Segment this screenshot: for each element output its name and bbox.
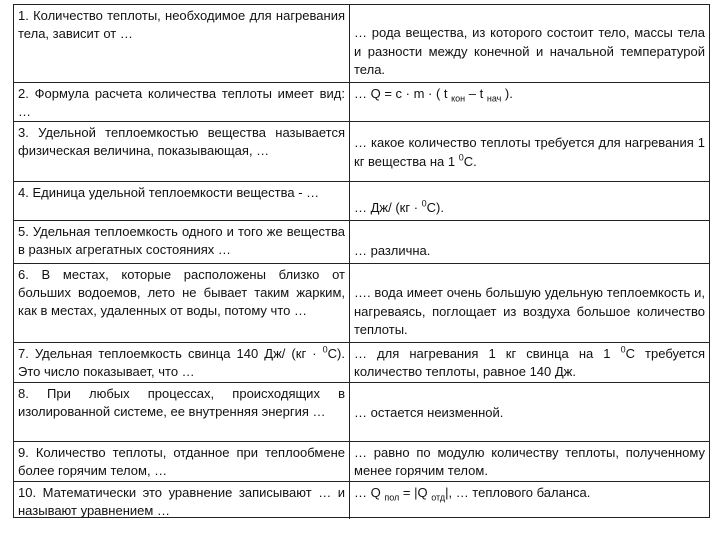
- table-row: [14, 383, 709, 442]
- answer-cell: [350, 83, 709, 121]
- table-row: [14, 482, 709, 519]
- table-row: [14, 264, 709, 343]
- answer-cell: … какое количество теплоты требуется для нагревания 1 кг вещества на 1 $^0$С.: [354, 135, 705, 169]
- table-row: [14, 343, 709, 383]
- question-cell: 3. Удельной теплоемкостью вещества называется физическая величина, показывающая, …: [18, 125, 345, 159]
- qa-table: [13, 4, 710, 518]
- question-cell: 7. Удельная теплоемкость свинца 140 Дж/ (кг · $^0$С). Это число показывает, что …: [18, 344, 345, 380]
- table-row: [14, 442, 709, 482]
- answer-cell: … рода вещества, из которого состоит тело, массы тела и разности между конечной и начальной температурой тела.: [354, 25, 705, 77]
- answer-cell: … для нагревания 1 кг свинца на 1 $^0$С требуется количество теплоты, равное 140 Дж.: [354, 344, 705, 380]
- table-row: [14, 122, 709, 182]
- question-cell: 5. Удельная теплоемкость одного и того же вещества в разных агрегатных состояниях …: [18, 224, 345, 258]
- answer-cell: … остается неизменной.: [354, 404, 504, 420]
- question-cell: 9. Количество теплоты, отданное при теплообмене более горячим телом, …: [18, 445, 345, 479]
- question-cell: 6. В местах, которые расположены близко от больших водоемов, лето не бывает таким жарким, как в местах, удаленных от воды, потому что …: [18, 267, 345, 319]
- table-row: [14, 221, 709, 264]
- table-row: [14, 182, 709, 221]
- answer-cell: … Дж/ (кг · $^0$С).: [354, 198, 445, 215]
- question-cell: 8. При любых процессах, происходящих в изолированной системе, ее внутренняя энергия …: [18, 386, 345, 420]
- answer-cell: … равно по модулю количеству теплоты, полученному менее горячим телом.: [354, 445, 705, 479]
- formula-text: … Q = c · m · ( t $_{кон}$ – t $_{нач}$ ).: [354, 86, 513, 104]
- answer-cell: …. вода имеет очень большую удельную теплоемкость и, нагреваясь, поглощает из воздуха большое количество теплоты.: [354, 285, 705, 337]
- answer-cell: … различна.: [354, 242, 431, 258]
- question-cell: 1. Количество теплоты, необходимое для нагревания тела, зависит от …: [18, 8, 345, 42]
- question-cell: 2. Формула расчета количества теплоты имеет вид: …: [18, 86, 345, 120]
- question-cell: 10. Математически это уравнение записывают … и называют уравнением …: [18, 485, 345, 519]
- table-row: [14, 5, 709, 83]
- question-cell: 4. Единица удельной теплоемкости вещества - …: [18, 185, 320, 200]
- table-row: [14, 83, 709, 122]
- answer-cell: … Q $_{пол}$ = |Q $_{отд}$|, … теплового баланса.: [354, 485, 591, 503]
